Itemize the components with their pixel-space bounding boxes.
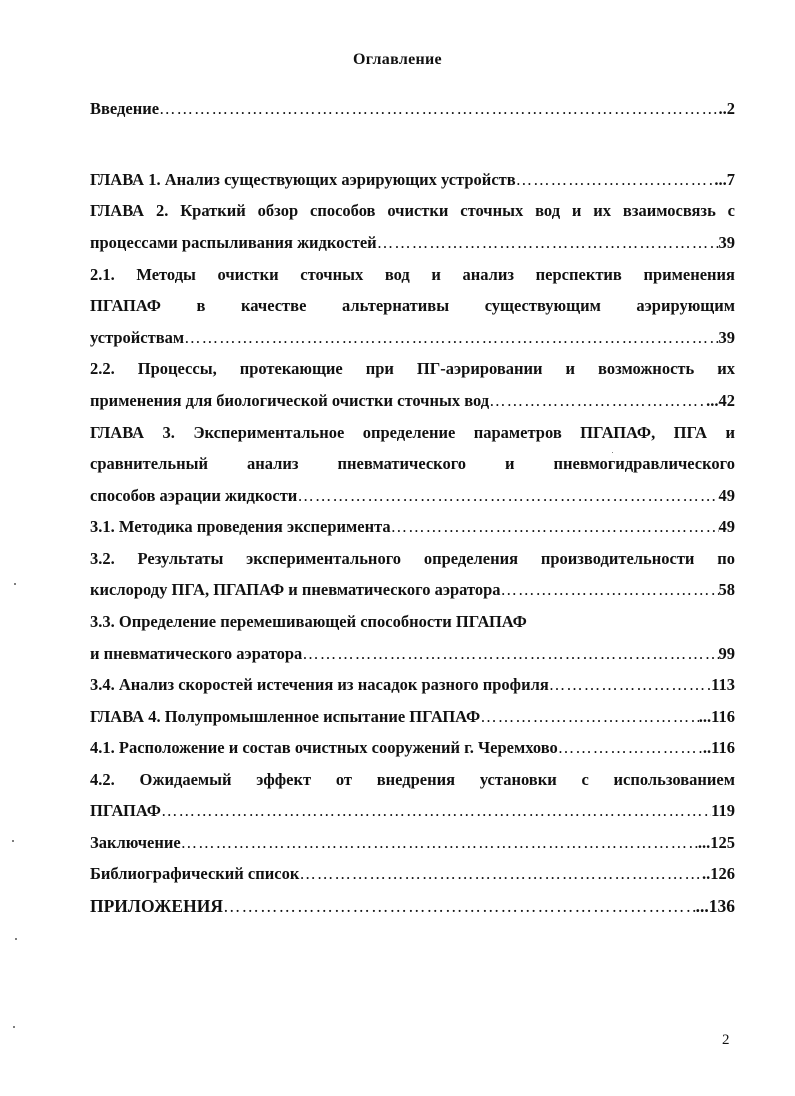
toc-entry-3-4 [90, 673, 735, 697]
scan-speck [13, 1026, 15, 1028]
toc-entry-3-2-line-1: 3.2. Результаты экспериментального определения производительности по [90, 549, 735, 568]
toc-entry-page: ..126 [702, 864, 735, 883]
scan-speck [612, 452, 613, 453]
toc-entry-text: и пневматического аэратора [90, 644, 303, 663]
page-number: 2 [722, 1032, 730, 1048]
leader-dots [181, 831, 698, 855]
toc-entry-3-3-line-2 [90, 642, 735, 666]
toc-entry-text: Введение [90, 99, 160, 118]
leader-dots [184, 326, 718, 350]
toc-entry-chapter-2-line-2 [90, 231, 735, 255]
toc-entry-2-1-line-3 [90, 326, 735, 350]
toc-entry-text: применения для биологической очистки сточных вод [90, 391, 490, 410]
toc-entry-page: ...7 [714, 170, 735, 189]
toc-entry-text: ГЛАВА 4. Полупромышленное испытание ПГАПАФ [90, 707, 481, 726]
toc-entry-3-1 [90, 515, 735, 539]
toc-entry-page: ...125 [697, 833, 735, 852]
toc-entry-text: Заключение [90, 833, 181, 852]
toc-entry-intro [90, 97, 735, 121]
toc-entry-text: ГЛАВА 1. Анализ существующих аэрирующих устройств [90, 170, 516, 189]
toc-entry-chapter-3-line-1: ГЛАВА 3. Экспериментальное определение параметров ПГАПАФ, ПГА и [90, 423, 735, 442]
toc-entry-2-1-line-1: 2.1. Методы очистки сточных вод и анализ перспектив применения [90, 265, 735, 284]
toc-entry-chapter-3-line-2: сравнительный анализ пневматического и пневмогидравлического [90, 454, 735, 473]
toc-entry-page: 99 [718, 644, 735, 663]
leader-dots [516, 168, 715, 192]
toc-entry-text: Библиографический список [90, 864, 300, 883]
toc-entry-page: ...136 [695, 896, 735, 916]
toc-entry-text: 3.4. Анализ скоростей истечения из насадок разного профиля [90, 675, 549, 694]
toc-title: Оглавление [353, 51, 442, 68]
leader-dots [161, 799, 711, 823]
leader-dots [391, 515, 719, 539]
toc-entry-page: ..2 [718, 99, 735, 118]
leader-dots [159, 97, 718, 121]
toc-entry-text: способов аэрации жидкости [90, 486, 298, 505]
toc-entry-page: 58 [718, 580, 735, 599]
toc-entry-page: 49 [718, 517, 735, 536]
toc-entry-page: 113 [711, 675, 735, 694]
leader-dots [480, 705, 699, 729]
toc-entry-page: ..116 [702, 738, 735, 757]
toc-entry-page: ...116 [698, 707, 735, 726]
toc-entry-page: 49 [718, 486, 735, 505]
leader-dots [549, 673, 711, 697]
toc-entry-text: устройствам [90, 328, 185, 347]
leader-dots [558, 736, 703, 760]
leader-dots [302, 642, 718, 666]
toc-entry-4-1 [90, 736, 735, 760]
scan-speck [14, 583, 16, 585]
leader-dots [299, 862, 702, 886]
leader-dots [297, 484, 718, 508]
toc-entry-3-3-line-1: 3.3. Определение перемешивающей способности ПГАПАФ [90, 612, 527, 631]
toc-entry-3-2-line-2 [90, 578, 735, 602]
toc-entry-appendix [90, 894, 735, 918]
toc-entry-2-2-line-2 [90, 389, 735, 413]
toc-entry-4-2-line-2 [90, 799, 735, 823]
toc-entry-chapter-1 [90, 168, 735, 192]
toc-entry-page: 39 [718, 233, 735, 252]
leader-dots [377, 231, 719, 255]
leader-dots [489, 389, 706, 413]
toc-entry-page: ...42 [706, 391, 735, 410]
toc-entry-conclusion [90, 831, 735, 855]
toc-entry-text: ПРИЛОЖЕНИЯ [90, 896, 223, 916]
toc-entry-page: 119 [711, 801, 735, 820]
toc-entry-text: ПГАПАФ [90, 801, 161, 820]
scan-speck [15, 938, 17, 940]
leader-dots [501, 578, 719, 602]
toc-entry-4-2-line-1: 4.2. Ожидаемый эффект от внедрения установки с использованием [90, 770, 735, 789]
toc-entry-chapter-2-line-1: ГЛАВА 2. Краткий обзор способов очистки сточных вод и их взаимосвязь с [90, 201, 735, 220]
scan-speck [12, 840, 14, 842]
toc-entry-chapter-3-line-3 [90, 484, 735, 508]
toc-entry-text: процессами распыливания жидкостей [90, 233, 377, 252]
toc-entry-chapter-4 [90, 705, 735, 729]
toc-entry-2-2-line-1: 2.2. Процессы, протекающие при ПГ-аэрировании и возможность их [90, 359, 735, 378]
toc-entry-text: 4.1. Расположение и состав очистных сооружений г. Черемхово [90, 738, 558, 757]
toc-entry-bibliography [90, 862, 735, 886]
toc-entry-2-1-line-2: ПГАПАФ в качестве альтернативы существующим аэрирующим [90, 296, 735, 315]
toc-entry-page: 39 [718, 328, 735, 347]
toc-entry-text: 3.1. Методика проведения эксперимента [90, 517, 391, 536]
toc-entry-text: кислороду ПГА, ПГАПАФ и пневматического аэратора [90, 580, 501, 599]
leader-dots [223, 894, 696, 918]
